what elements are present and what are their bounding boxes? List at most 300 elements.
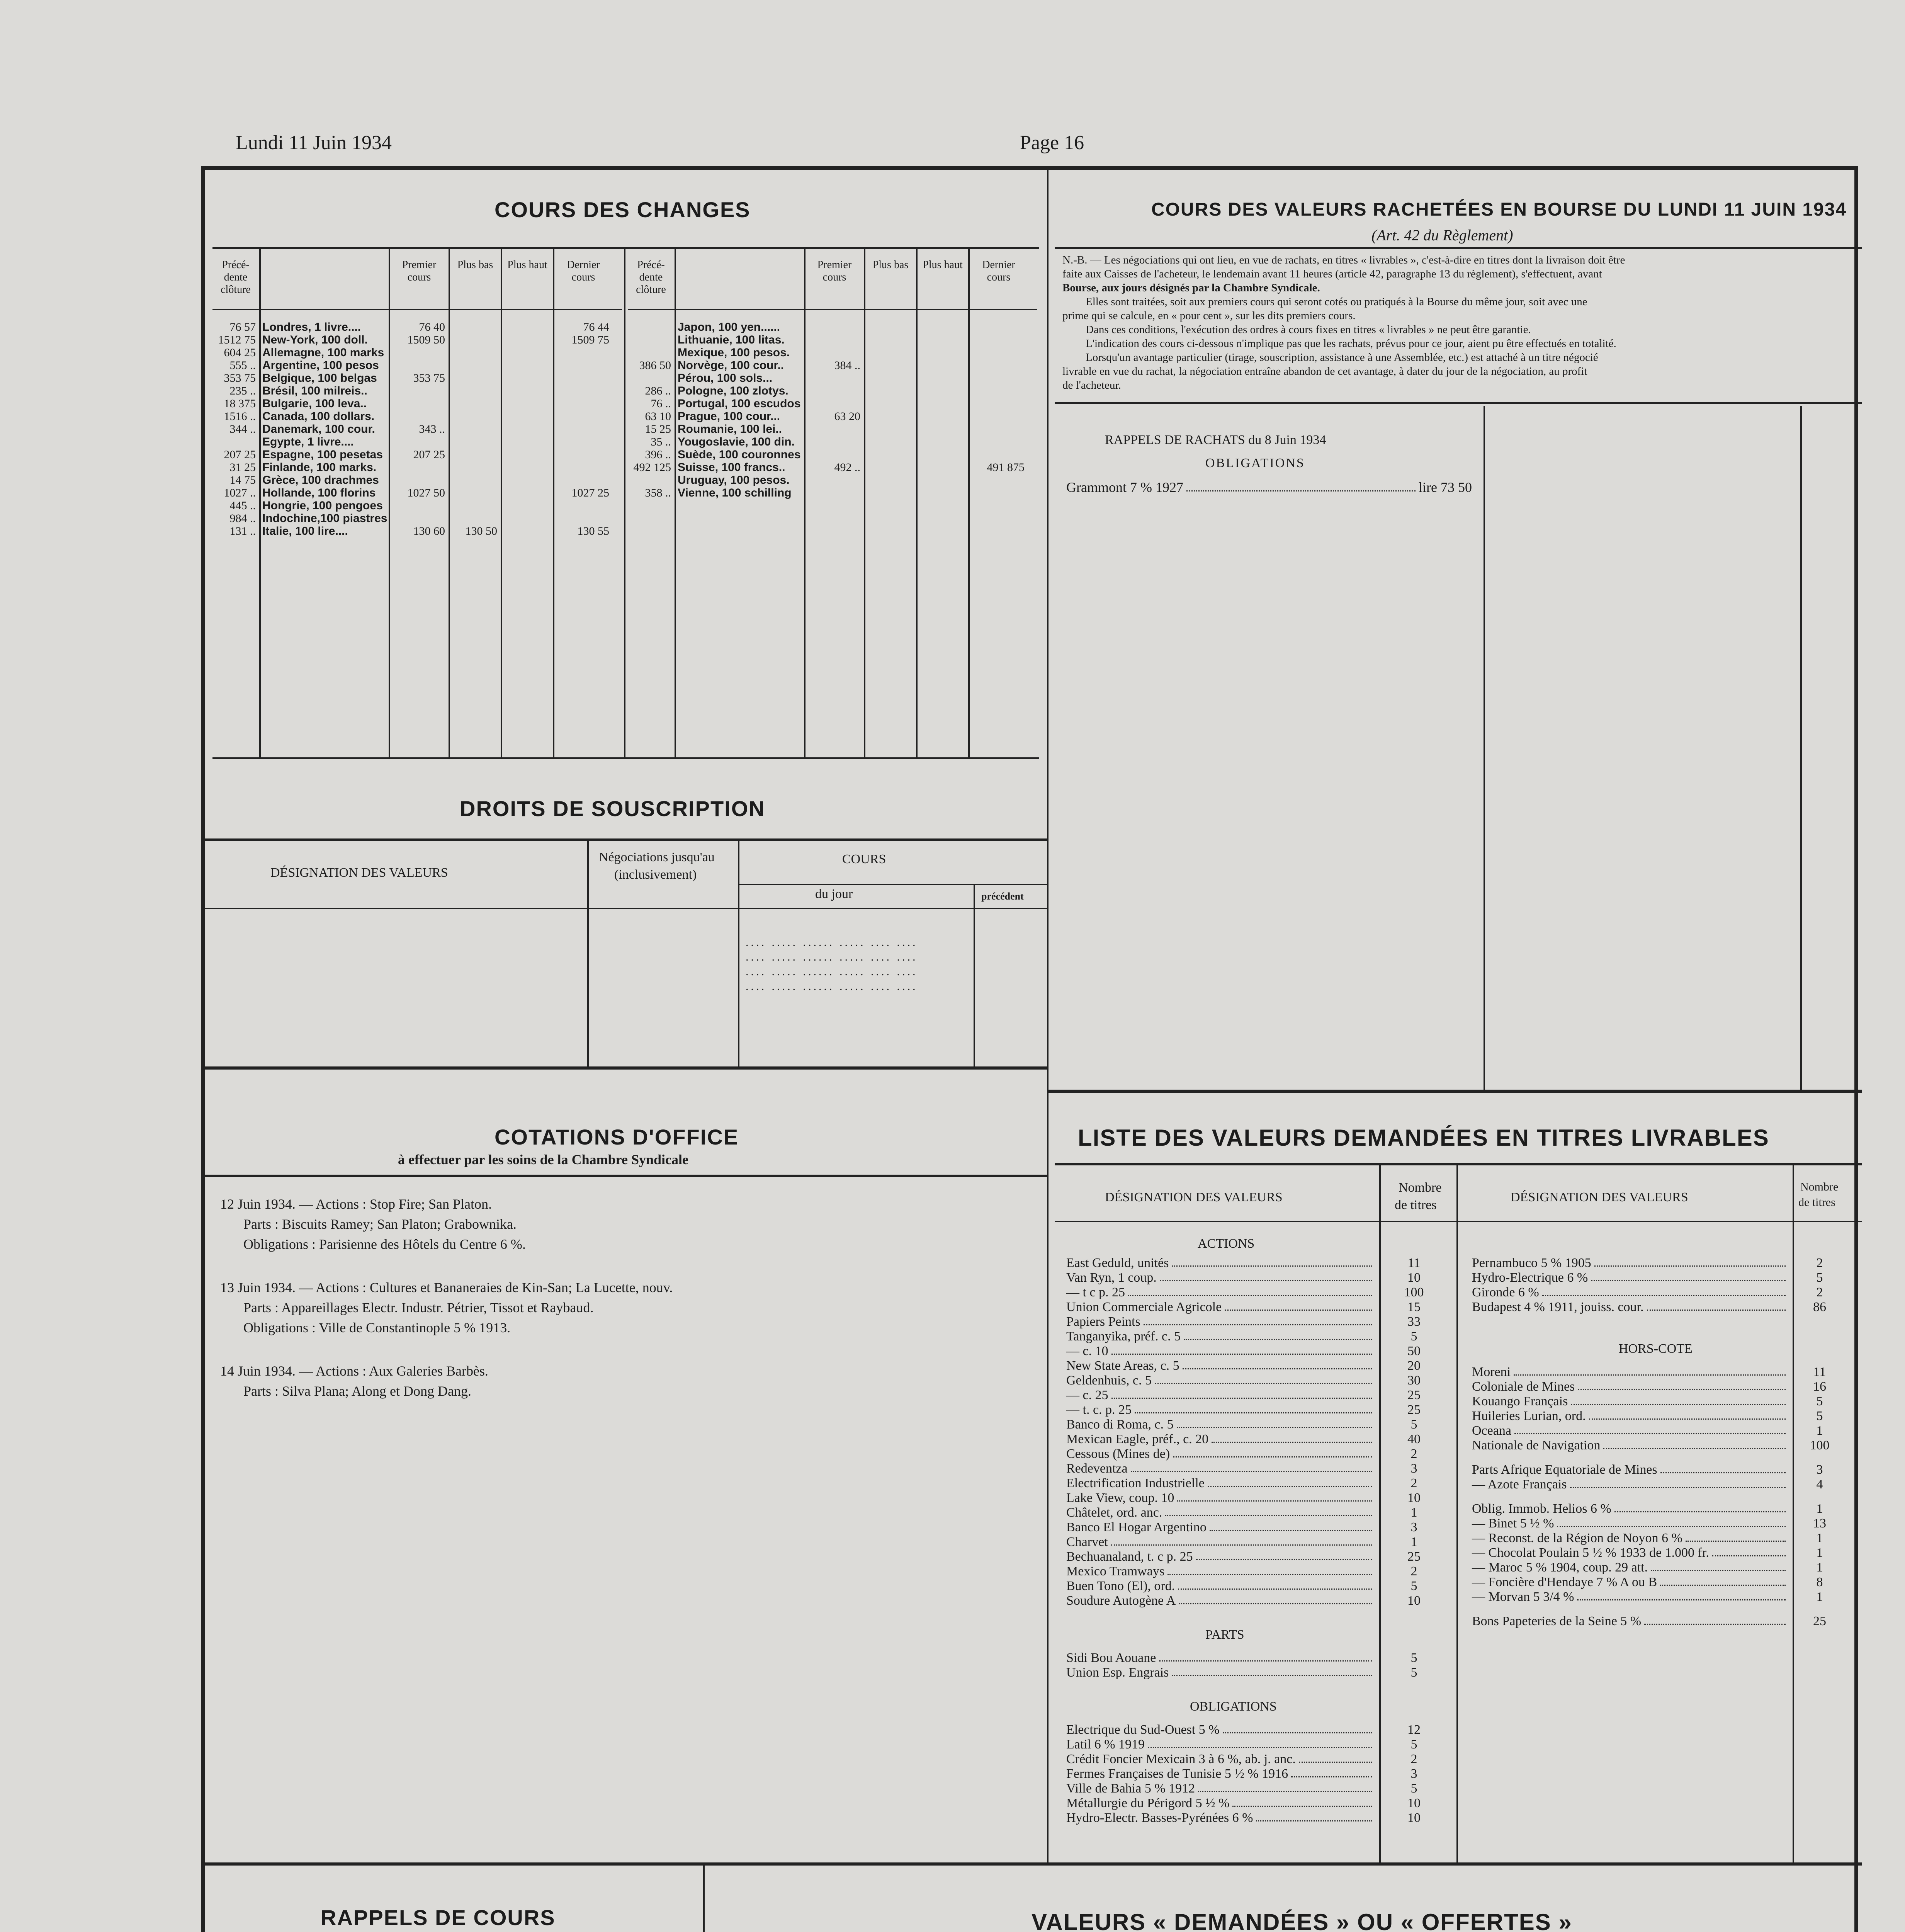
row-label: Crédit Foncier Mexicain 3 à 6 %, ab. j. anc.: [1066, 1752, 1296, 1766]
liste-row: [1066, 1594, 1375, 1608]
row-label: Sidi Bou Aouane: [1066, 1651, 1156, 1665]
changes-h2: Premier cours: [402, 259, 437, 283]
rate-value: 396 ..: [645, 448, 671, 461]
liste-row: [1066, 1811, 1375, 1825]
col-rule: [804, 247, 806, 757]
office-line: 14 Juin 1934. — Actions : Aux Galeries Barbès.: [220, 1363, 488, 1379]
col-rule: [259, 247, 261, 757]
leader: [1712, 1546, 1786, 1556]
row-label: Fermes Françaises de Tunisie 5 ½ % 1916: [1066, 1767, 1288, 1781]
rate-value: 63 20: [834, 410, 860, 423]
rate-value: 130 50: [465, 525, 497, 537]
leader: [1644, 1614, 1786, 1625]
leader: [1196, 1549, 1372, 1560]
souscription-col2a: Négociations jusqu'au: [599, 850, 715, 864]
liste-row: [1066, 1520, 1375, 1535]
row-count: 2: [1410, 1476, 1417, 1490]
changes-h0: Précé-dente clôture: [636, 259, 666, 296]
rate-value: 235 ..: [229, 384, 256, 397]
liste-row: [1066, 1796, 1375, 1811]
currency-name: Finlande, 100 marks.: [262, 461, 377, 474]
office-line: 13 Juin 1934. — Actions : Cultures et Bananeraies de Kin-San; La Lucette, nouv.: [220, 1280, 673, 1295]
row-count: 15: [1407, 1300, 1421, 1314]
rate-value: 555 ..: [229, 359, 256, 372]
currency-name: Espagne, 100 pesetas: [262, 448, 383, 461]
row-label: Van Ryn, 1 coup.: [1066, 1270, 1157, 1285]
liste-row: [1472, 1463, 1789, 1477]
row-label: — t c p. 25: [1066, 1285, 1125, 1299]
row-count: 2: [1410, 1752, 1417, 1766]
liste-row: [1472, 1270, 1789, 1285]
rate-value: 63 10: [645, 410, 671, 423]
row-count: 2: [1410, 1447, 1417, 1461]
currency-name: Italie, 100 lire....: [262, 525, 348, 537]
liste-row: [1472, 1546, 1789, 1560]
row-count: 5: [1410, 1417, 1417, 1432]
row-label: Latil 6 % 1919: [1066, 1737, 1145, 1752]
row-count: 25: [1407, 1388, 1421, 1402]
liste-row: [1472, 1423, 1789, 1438]
row-count: 25: [1407, 1403, 1421, 1417]
liste-row: [1066, 1505, 1375, 1520]
leader: [1589, 1409, 1786, 1420]
row-count: 10: [1407, 1796, 1421, 1810]
liste-row: [1066, 1417, 1375, 1432]
leader: [1577, 1590, 1786, 1600]
souscription-title: DROITS DE SOUSCRIPTION: [460, 796, 765, 821]
col-rule: [864, 247, 865, 757]
row-label: — Maroc 5 % 1904, coup. 29 att.: [1472, 1560, 1648, 1575]
liste-row: [1066, 1256, 1375, 1270]
row-count: 5: [1410, 1737, 1417, 1752]
row-count: 25: [1813, 1614, 1826, 1628]
row-count: 5: [1410, 1665, 1417, 1680]
row-label: Bechuanaland, t. c p. 25: [1066, 1549, 1193, 1564]
leader: [1256, 1811, 1372, 1821]
row-count: 100: [1810, 1438, 1830, 1452]
office-title: COTATIONS D'OFFICE: [495, 1125, 739, 1149]
row-label: — Foncière d'Hendaye 7 % A ou B: [1472, 1575, 1657, 1589]
row-count: 5: [1410, 1329, 1417, 1344]
row-count: 40: [1407, 1432, 1421, 1446]
row-label: Moreni: [1472, 1365, 1511, 1379]
row-count: 5: [1410, 1579, 1417, 1593]
currency-name: Suède, 100 couronnes: [678, 448, 801, 461]
rappels-de-cours: [205, 1866, 703, 1932]
leader: [1165, 1505, 1372, 1516]
leader: [1514, 1365, 1786, 1376]
row-count: 11: [1407, 1256, 1421, 1270]
header-date: Lundi 11 Juin 1934: [236, 132, 392, 154]
leader: [1557, 1516, 1786, 1527]
leader: [1111, 1535, 1372, 1546]
row-count: 3: [1410, 1767, 1417, 1781]
leader: [1183, 1359, 1372, 1369]
leader: [1173, 1447, 1372, 1458]
row-label: Coloniale de Mines: [1472, 1379, 1575, 1394]
row-count: 1: [1410, 1535, 1417, 1549]
rachats-line: Grammont 7 % 1927 lire 73 50: [1066, 480, 1472, 495]
row-label: Charvet: [1066, 1535, 1108, 1549]
liste-row: [1472, 1590, 1789, 1604]
currency-name: Argentine, 100 pesos: [262, 359, 379, 372]
souscription-col3b: précédent: [981, 891, 1024, 902]
liste-row: [1066, 1723, 1375, 1737]
row-count: 1: [1816, 1423, 1823, 1438]
souscription-col2b: (inclusivement): [614, 867, 697, 882]
row-label: Métallurgie du Périgord 5 ½ %: [1066, 1796, 1230, 1810]
liste-row: [1472, 1300, 1789, 1315]
nb-line: livrable en vue du rachat, la négociation entraîne abandon de cet avantage, à dater du jour de la négociation, au profit: [1062, 365, 1587, 378]
row-label: Soudure Autogène A: [1066, 1594, 1176, 1608]
row-label: — Reconst. de la Région de Noyon 6 %: [1472, 1531, 1682, 1545]
rate-value: 76 57: [229, 321, 256, 333]
currency-name: Norvège, 100 cour..: [678, 359, 784, 372]
leader: [1128, 1285, 1372, 1296]
row-label: Oceana: [1472, 1423, 1511, 1438]
liste-col1-right: DÉSIGNATION DES VALEURS: [1511, 1190, 1688, 1204]
currency-name: Danemark, 100 cour.: [262, 423, 375, 435]
row-label: Banco di Roma, c. 5: [1066, 1417, 1174, 1432]
leader: [1660, 1463, 1786, 1473]
currency-name: Grèce, 100 drachmes: [262, 474, 379, 486]
actions-heading: ACTIONS: [1198, 1236, 1255, 1251]
currency-name: Roumanie, 100 lei..: [678, 423, 782, 435]
col-rule: [968, 247, 970, 757]
liste-title: LISTE DES VALEURS DEMANDÉES EN TITRES LIVRABLES: [1078, 1125, 1769, 1151]
rate-value: 604 25: [224, 346, 256, 359]
changes-h4: Plus haut: [923, 259, 963, 271]
currency-name: Indochine,100 piastres: [262, 512, 387, 525]
liste-row: [1066, 1665, 1375, 1680]
row-count: 10: [1407, 1594, 1421, 1608]
souscription-dots: .... ..... ...... ..... .... .... .... ..... ...... ..... .... .... .... ..... ...... ..... .... .... .... ..... ...... ..... .... ....: [746, 936, 918, 993]
rate-value: 358 ..: [645, 486, 671, 499]
liste-row: [1066, 1432, 1375, 1447]
liste-row: [1066, 1447, 1375, 1461]
row-count: 5: [1410, 1651, 1417, 1665]
currency-name: New-York, 100 doll.: [262, 333, 368, 346]
leader: [1177, 1417, 1372, 1428]
row-label: Nationale de Navigation: [1472, 1438, 1601, 1452]
rate-value: 384 ..: [834, 359, 860, 372]
changes-h5: Dernier cours: [982, 259, 1015, 283]
leader: [1299, 1752, 1372, 1763]
liste-row: [1472, 1614, 1789, 1629]
changes-h3: Plus bas: [457, 259, 493, 271]
liste-row: [1066, 1535, 1375, 1549]
nb-line: de l'acheteur.: [1062, 379, 1121, 391]
row-label: East Geduld, unités: [1066, 1256, 1169, 1270]
currency-name: Allemagne, 100 marks: [262, 346, 384, 359]
row-count: 2: [1410, 1564, 1417, 1578]
row-count: 5: [1816, 1409, 1823, 1423]
currency-name: Brésil, 100 milreis..: [262, 384, 367, 397]
row-count: 10: [1407, 1270, 1421, 1285]
liste-row: [1472, 1560, 1789, 1575]
rate-value: 76 40: [419, 321, 445, 333]
liste-row: [1066, 1651, 1375, 1665]
liste-row: [1066, 1315, 1375, 1329]
liste-row: [1066, 1373, 1375, 1388]
liste-row: [1066, 1781, 1375, 1796]
liste-row: [1472, 1477, 1789, 1492]
liste-row: [1472, 1531, 1789, 1546]
header-page: Page 16: [1020, 132, 1084, 154]
leader: [1514, 1423, 1786, 1434]
rate-value: 343 ..: [419, 423, 445, 435]
rate-value: 286 ..: [645, 384, 671, 397]
rate-value: 31 25: [229, 461, 256, 474]
row-count: 1: [1816, 1560, 1823, 1575]
currency-name: Yougoslavie, 100 din.: [678, 435, 795, 448]
row-count: 3: [1410, 1520, 1417, 1534]
rate-value: 14 75: [229, 474, 256, 486]
office-subtitle: à effectuer par les soins de la Chambre Syndicale: [398, 1152, 688, 1167]
leader: [1184, 1329, 1372, 1340]
leader: [1179, 1594, 1372, 1604]
rate-value: 353 75: [224, 372, 256, 384]
liste-row: [1472, 1502, 1789, 1516]
row-label: Papiers Peints: [1066, 1315, 1140, 1329]
row-label: — c. 10: [1066, 1344, 1108, 1358]
leader: [1111, 1344, 1372, 1355]
changes-h2: Premier cours: [817, 259, 852, 283]
liste-row: [1472, 1394, 1789, 1409]
liste-row: [1066, 1737, 1375, 1752]
rate-value: 445 ..: [229, 499, 256, 512]
row-count: 50: [1407, 1344, 1421, 1358]
row-label: Pernambuco 5 % 1905: [1472, 1256, 1591, 1270]
liste-row: [1066, 1767, 1375, 1781]
leader: [1578, 1379, 1786, 1390]
souscription-col1: DÉSIGNATION DES VALEURS: [270, 866, 448, 880]
rachetees-subtitle: (Art. 42 du Règlement): [1371, 226, 1513, 244]
row-count: 12: [1407, 1723, 1421, 1737]
row-label: Geldenhuis, c. 5: [1066, 1373, 1152, 1388]
currency-name: Mexique, 100 pesos.: [678, 346, 790, 359]
leader: [1223, 1723, 1372, 1733]
row-label: Châtelet, ord. anc.: [1066, 1505, 1162, 1520]
row-label: Tanganyika, préf. c. 5: [1066, 1329, 1181, 1344]
valeurs-demandees-offertes: [707, 1866, 1862, 1932]
row-count: 5: [1410, 1781, 1417, 1796]
col-rule: [501, 247, 502, 757]
row-label: Buen Tono (El), ord.: [1066, 1579, 1175, 1593]
liste-row: [1472, 1256, 1789, 1270]
col-rule: [553, 247, 554, 757]
liste-valeurs-demandees: [1051, 1094, 1862, 1862]
leader: [1614, 1502, 1786, 1512]
currency-name: Japon, 100 yen......: [678, 321, 780, 333]
currency-name: Bulgarie, 100 leva..: [262, 397, 367, 410]
liste-row: [1066, 1359, 1375, 1373]
liste-row: [1066, 1579, 1375, 1594]
row-label: Banco El Hogar Argentino: [1066, 1520, 1207, 1534]
currency-name: Pérou, 100 sols...: [678, 372, 773, 384]
row-count: 1: [1816, 1546, 1823, 1560]
row-count: 100: [1404, 1285, 1424, 1299]
row-count: 16: [1813, 1379, 1826, 1394]
row-label: — Morvan 5 3/4 %: [1472, 1590, 1574, 1604]
liste-row: [1066, 1270, 1375, 1285]
rate-value: 207 25: [413, 448, 445, 461]
changes-h0: Précé-dente clôture: [221, 259, 251, 296]
nb-line: Lorsqu'un avantage particulier (tirage, souscription, assistance à une Assemblée, etc.) est attaché à un titre négocié: [1086, 351, 1598, 364]
rate-value: 386 50: [639, 359, 671, 372]
row-count: 20: [1407, 1359, 1421, 1373]
currency-name: Londres, 1 livre....: [262, 321, 361, 333]
leader: [1198, 1781, 1372, 1792]
liste-row: [1066, 1564, 1375, 1579]
liste-col2a: Nombre: [1399, 1180, 1442, 1195]
leader: [1647, 1300, 1786, 1311]
oblig-heading: OBLIGATIONS: [1190, 1699, 1277, 1714]
rate-value: 1516 ..: [224, 410, 256, 423]
head-rule: [628, 309, 1037, 310]
col-rule: [675, 247, 676, 757]
leader: [1212, 1432, 1372, 1443]
leader: [1135, 1403, 1372, 1413]
row-count: 30: [1407, 1373, 1421, 1388]
row-count: 5: [1816, 1394, 1823, 1408]
row-count: 25: [1407, 1549, 1421, 1564]
parts-heading: PARTS: [1205, 1628, 1244, 1642]
valeurs-rachetees: [1051, 170, 1862, 1090]
currency-name: Pologne, 100 zlotys.: [678, 384, 789, 397]
rate-value: 492 125: [633, 461, 671, 474]
leader: [1210, 1520, 1372, 1531]
row-label: Lake View, coup. 10: [1066, 1491, 1174, 1505]
col-rule: [449, 247, 450, 757]
row-count: 3: [1410, 1461, 1417, 1476]
head-rule: [212, 309, 622, 310]
row-count: 1: [1816, 1590, 1823, 1604]
rate-value: 984 ..: [229, 512, 256, 525]
changes-h3: Plus bas: [872, 259, 909, 271]
row-count: 33: [1407, 1315, 1421, 1329]
row-count: 11: [1813, 1365, 1826, 1379]
leader: [1571, 1394, 1786, 1405]
currency-name: Vienne, 100 schilling: [678, 486, 792, 499]
liste-row: [1472, 1409, 1789, 1423]
row-label: Hydro-Electr. Basses-Pyrénées 6 %: [1066, 1811, 1253, 1825]
leader: [1232, 1796, 1372, 1807]
currency-name: Portugal, 100 escudos: [678, 397, 801, 410]
liste-row: [1066, 1388, 1375, 1403]
col-rule: [916, 247, 918, 757]
office-line: Parts : Appareillages Electr. Industr. Pétrier, Tissot et Raybaud.: [243, 1300, 594, 1315]
row-label: — Chocolat Poulain 5 ½ % 1933 de 1.000 fr.: [1472, 1546, 1709, 1560]
rate-value: 130 55: [577, 525, 609, 537]
rate-value: 207 25: [224, 448, 256, 461]
rate-value: 353 75: [413, 372, 445, 384]
droits-de-souscription: [205, 781, 1047, 1066]
rate-value: 131 ..: [229, 525, 256, 537]
demandees-title: VALEURS « DEMANDÉES » OU « OFFERTES »: [1032, 1909, 1572, 1932]
rate-value: 130 60: [413, 525, 445, 537]
liste-row: [1066, 1300, 1375, 1315]
currency-name: Prague, 100 cour...: [678, 410, 780, 423]
page-frame: [201, 166, 1858, 1932]
row-count: 4: [1816, 1477, 1823, 1492]
currency-name: Uruguay, 100 pesos.: [678, 474, 790, 486]
cours-des-changes: [205, 170, 1047, 781]
row-label: Cessous (Mines de): [1066, 1447, 1170, 1461]
currency-name: Lithuanie, 100 litas.: [678, 333, 785, 346]
office-line: 12 Juin 1934. — Actions : Stop Fire; San Platon.: [220, 1196, 492, 1212]
rate-value: 492 ..: [834, 461, 860, 474]
row-label: Oblig. Immob. Helios 6 %: [1472, 1502, 1611, 1516]
row-label: Electrification Industrielle: [1066, 1476, 1205, 1490]
row-label: Huileries Lurian, ord.: [1472, 1409, 1586, 1423]
nb-line: Bourse, aux jours désignés par la Chambre Syndicale.: [1062, 282, 1320, 294]
leader: [1172, 1665, 1372, 1676]
liste-row: [1066, 1549, 1375, 1564]
rate-value: 15 25: [645, 423, 671, 435]
rachetees-title: COURS DES VALEURS RACHETÉES EN BOURSE DU LUNDI 11 JUIN 1934: [1151, 199, 1847, 220]
currency-name: Belgique, 100 belgas: [262, 372, 377, 384]
leader: [1542, 1285, 1786, 1296]
souscription-col3: COURS: [842, 852, 886, 866]
row-count: 3: [1816, 1463, 1823, 1477]
row-label: Hydro-Electrique 6 %: [1472, 1270, 1588, 1285]
row-label: — c. 25: [1066, 1388, 1108, 1402]
rate-value: 1509 75: [571, 333, 609, 346]
leader: [1155, 1373, 1372, 1384]
row-label: Redeventza: [1066, 1461, 1128, 1476]
rate-value: 76 44: [583, 321, 609, 333]
leader: [1167, 1564, 1372, 1575]
nb-line: Elles sont traitées, soit aux premiers cours qui seront cotés ou pratiqués à la Bourse du même jour, soit avec une: [1086, 296, 1587, 308]
liste-row: [1066, 1344, 1375, 1359]
row-count: 86: [1813, 1300, 1826, 1314]
row-label: Gironde 6 %: [1472, 1285, 1539, 1299]
liste-row: [1472, 1379, 1789, 1394]
leader: [1159, 1651, 1372, 1662]
leader: [1178, 1579, 1372, 1590]
rappels-title: RAPPELS DE COURS: [321, 1905, 556, 1930]
leader: [1172, 1256, 1372, 1267]
leader: [1208, 1476, 1372, 1487]
rachats-oblig: OBLIGATIONS: [1205, 456, 1305, 470]
col-rule: [389, 247, 390, 757]
row-label: Ville de Bahia 5 % 1912: [1066, 1781, 1195, 1796]
liste-row: [1472, 1516, 1789, 1531]
row-count: 1: [1410, 1505, 1417, 1520]
rappels-rachats-title: RAPPELS DE RACHATS du 8 Juin 1934: [1105, 433, 1326, 447]
cotations-office: [205, 1070, 1047, 1862]
liste-row: [1066, 1329, 1375, 1344]
row-count: 2: [1816, 1256, 1823, 1270]
liste-row: [1066, 1476, 1375, 1491]
row-label: Bons Papeteries de la Seine 5 %: [1472, 1614, 1642, 1628]
leader: [1148, 1737, 1372, 1748]
liste-row: [1472, 1438, 1789, 1453]
liste-col2a-right: Nombre: [1800, 1180, 1839, 1193]
row-label: — Binet 5 ½ %: [1472, 1516, 1554, 1531]
rate-value: 491 875: [987, 461, 1025, 474]
row-label: Mexico Tramways: [1066, 1564, 1165, 1578]
leader: [1686, 1531, 1786, 1542]
liste-row: [1472, 1365, 1789, 1379]
row-label: Union Esp. Engrais: [1066, 1665, 1169, 1680]
leader: [1660, 1575, 1786, 1586]
currency-name: Egypte, 1 livre....: [262, 435, 354, 448]
liste-col2b: de titres: [1395, 1198, 1437, 1212]
nb-line: L'indication des cours ci-dessous n'implique pas que les rachats, prévus pour ce jour, aient pu être effectués en totalité.: [1086, 337, 1616, 350]
leader: [1111, 1388, 1372, 1399]
